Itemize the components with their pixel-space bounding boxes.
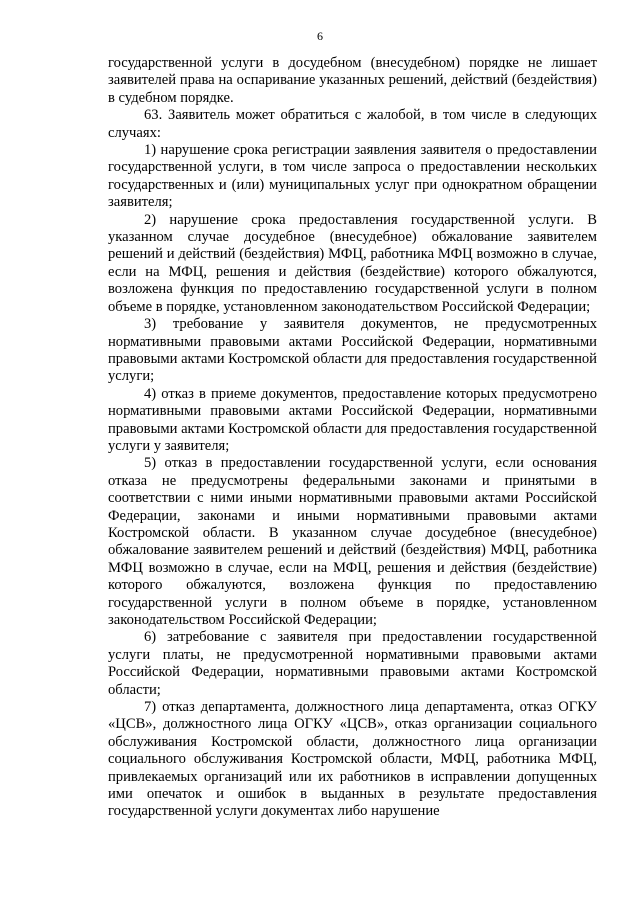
paragraph-item-63: 63. Заявитель может обратиться с жалобой, в том числе в следующих случаях: [108, 107, 597, 141]
paragraph-subitem-2: 2) нарушение срока предоставления государственной услуги. В указанном случае досудебное (внесудебное) обжалование заявителем решений и действий (бездействия) МФЦ, работника МФЦ возможно в случае, если на МФЦ, решения и действия (бездействие) которого обжалуются, возложена функция по предоставлению государственной услуги в полном объеме в порядке, установленном законодательством Российской Федерации; [108, 211, 597, 315]
paragraph-subitem-7: 7) отказ департамента, должностного лица департамента, отказ ОГКУ «ЦСВ», должностного лица ОГКУ «ЦСВ», отказ организации социального обслуживания Костромской области, должностного лица организации социального обслуживания Костромской области, МФЦ, работника МФЦ, привлекаемых организаций или их работников в исправлении допущенных ими опечаток и ошибок в выданных в результате предоставления государственной услуги документах либо нарушение [108, 699, 597, 820]
paragraph-continuation: государственной услуги в досудебном (внесудебном) порядке не лишает заявителей права на оспаривание указанных решений, действий (бездействия) в судебном порядке. [108, 55, 597, 106]
paragraph-subitem-3: 3) требование у заявителя документов, не предусмотренных нормативными правовыми актами Российской Федерации, нормативными правовыми актами Костромской области для предоставления государственной услуги; [108, 316, 597, 385]
document-body [108, 55, 597, 821]
paragraph-subitem-5: 5) отказ в предоставлении государственной услуги, если основания отказа не предусмотрены федеральными законами и принятыми в соответствии с ними иными нормативными правовыми актами Российской Федерации, законами и иными нормативными правовыми актами Костромской области. В указанном случае досудебное (внесудебное) обжалование заявителем решений и действий (бездействия) МФЦ, работника МФЦ возможно в случае, если на МФЦ, решения и действия (бездействие) которого обжалуются, возложена функция по предоставлению государственной услуги в полном объеме в порядке, установленном законодательством Российской Федерации; [108, 455, 597, 628]
paragraph-subitem-4: 4) отказ в приеме документов, предоставление которых предусмотрено нормативными правовыми актами Российской Федерации, нормативными правовыми актами Костромской области для предоставления государственной услуги у заявителя; [108, 385, 597, 454]
paragraph-subitem-6: 6) затребование с заявителя при предоставлении государственной услуги платы, не предусмотренной нормативными правовыми актами Российской Федерации, нормативными правовыми актами Костромской области; [108, 629, 597, 698]
paragraph-subitem-1: 1) нарушение срока регистрации заявления заявителя о предоставлении государственной услуги, в том числе запроса о предоставлении нескольких государственных и (или) муниципальных услуг при однократном обращении заявителя; [108, 142, 597, 211]
page-number: 6 [317, 29, 323, 43]
